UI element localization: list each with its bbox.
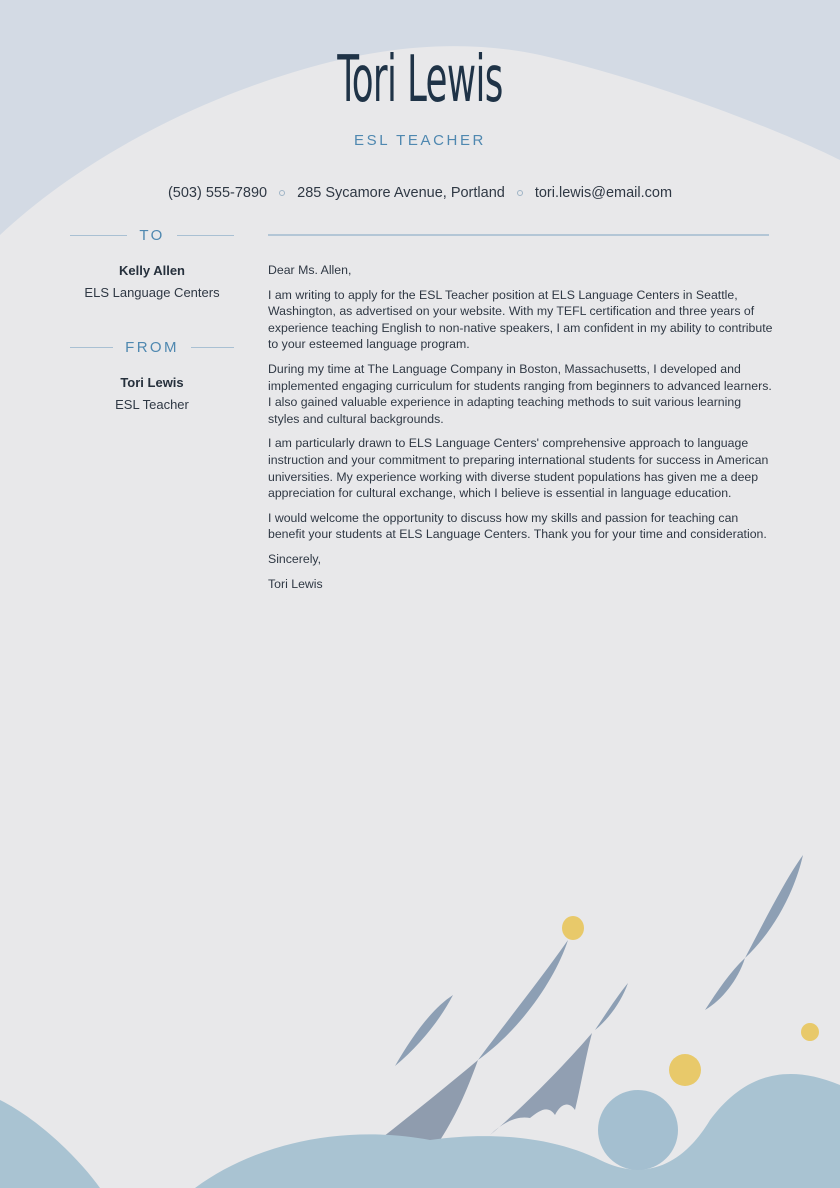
- sender-role: ESL Teacher: [115, 397, 189, 412]
- round-stone: [598, 1090, 678, 1170]
- salutation: Dear Ms. Allen,: [268, 263, 352, 277]
- sun-dot: [669, 1054, 701, 1086]
- email-address: tori.lewis@email.com: [534, 185, 673, 201]
- divider-line: [70, 347, 113, 349]
- paragraph: I am particularly drawn to ELS Language Centers' comprehensive approach to language instruction and your commitment to preparing international students for success in American universities. My experience working with diverse student populations has given me a deep appreciation for cultural exchange, which I believe is essential in language education.: [268, 436, 769, 501]
- paragraph: I am writing to apply for the ESL Teacher position at ELS Language Centers in Seattle, Washington, as advertised on your website. With my TEFL certification and three years of experience teaching English to non-native speakers, I am confident in my ability to contribute to your esteemed language program.: [268, 287, 773, 352]
- bottom-hill: [195, 1074, 840, 1188]
- to-label: TO: [139, 227, 165, 244]
- letter-body: [268, 262, 773, 600]
- job-title: ESL TEACHER: [354, 132, 486, 149]
- leaf-shape: [478, 940, 568, 1060]
- leaf-shape: [745, 855, 803, 958]
- signature: Tori Lewis: [268, 576, 323, 591]
- divider-line: [191, 347, 234, 349]
- closing: Sincerely,: [268, 551, 322, 566]
- leaf-shape: [395, 995, 453, 1066]
- sender-name: Tori Lewis: [120, 375, 184, 390]
- from-heading: [70, 339, 234, 356]
- recipient-block: [70, 260, 234, 304]
- leaf-shape: [490, 1033, 592, 1135]
- sun-dot: [801, 1023, 819, 1041]
- phone-number: (503) 555-7890: [167, 185, 268, 201]
- recipient-name: Kelly Allen: [119, 263, 185, 278]
- to-heading: [70, 227, 234, 244]
- leaf-shape: [595, 983, 628, 1030]
- paragraph: I would welcome the opportunity to discuss how my skills and passion for teaching can benefit your students at ELS Language Centers. Thank you for your time and consideration.: [268, 510, 767, 542]
- divider-line: [70, 235, 127, 237]
- sender-block: [70, 372, 234, 416]
- separator-dot-icon: [517, 190, 523, 196]
- address: 285 Sycamore Avenue, Portland: [297, 185, 505, 201]
- from-label: FROM: [125, 339, 179, 356]
- sender-name-heading: Tori Lewis: [337, 43, 503, 117]
- contact-row: [0, 185, 840, 201]
- sun-dot: [562, 916, 584, 940]
- bottom-left-hill: [0, 1100, 100, 1188]
- separator-dot-icon: [279, 190, 285, 196]
- divider-line: [177, 235, 234, 237]
- paragraph: During my time at The Language Company in Boston, Massachusetts, I developed and implemented engaging curriculum for students ranging from beginners to advanced learners. I also gained valuable experience in adapting teaching methods to suit various learning styles and cultural backgrounds.: [268, 361, 772, 426]
- letter-top-divider: [268, 234, 769, 236]
- leaf-shape: [705, 958, 745, 1010]
- recipient-organization: ELS Language Centers: [84, 285, 220, 300]
